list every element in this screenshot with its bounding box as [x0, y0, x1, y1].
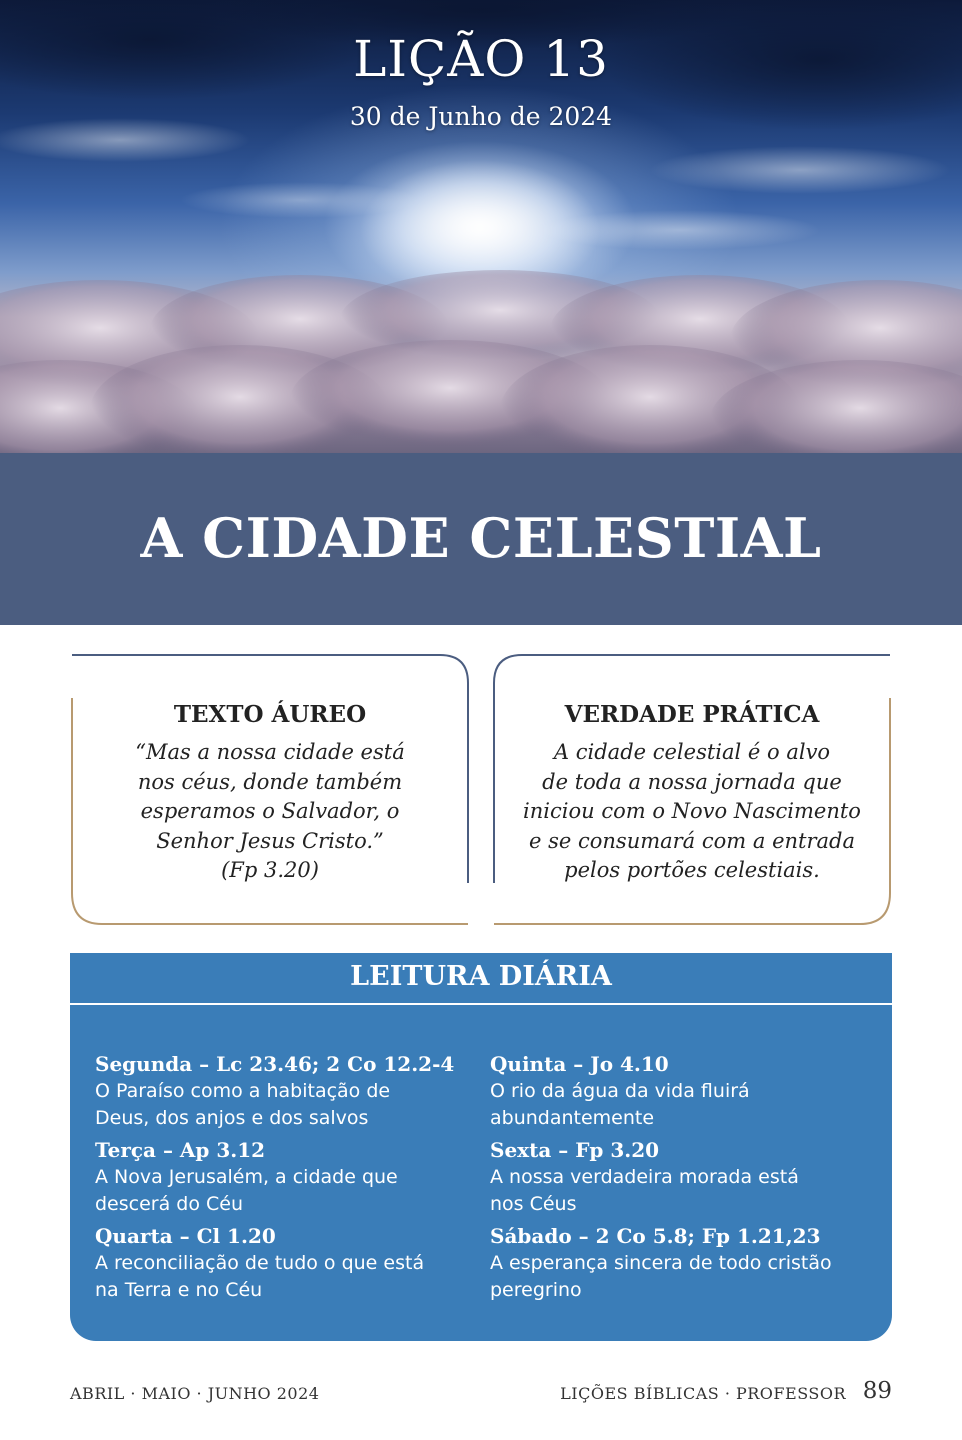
verdade-pratica-heading: VERDADE PRÁTICA	[564, 701, 820, 728]
texto-aureo-box	[70, 653, 470, 926]
reading-ref: Quarta – Cl 1.20	[95, 1224, 276, 1248]
texto-aureo-heading: TEXTO ÁUREO	[173, 701, 367, 728]
reading-line: A Nova Jerusalém, a cidade que	[95, 1166, 398, 1188]
verdade-pratica-text	[492, 738, 892, 886]
page-title: A CIDADE CELESTIAL	[140, 506, 822, 570]
verdade-pratica-line: e se consumará com a entrada	[529, 828, 855, 853]
footer-publication: LIÇÕES BÍBLICAS · PROFESSOR	[560, 1384, 846, 1403]
reading-entry	[95, 1223, 485, 1303]
texto-aureo-line: (Fp 3.20)	[221, 858, 319, 882]
lesson-number: LIÇÃO 13	[353, 30, 609, 88]
reading-entry	[490, 1137, 880, 1217]
verdade-pratica-line: de toda a nossa jornada que	[542, 769, 842, 794]
leitura-diaria-heading: LEITURA DIÁRIA	[350, 961, 612, 992]
reading-ref: Sábado – 2 Co 5.8; Fp 1.21,23	[490, 1224, 821, 1248]
verdade-pratica-line: A cidade celestial é o alvo	[553, 740, 831, 764]
divider	[70, 1003, 892, 1005]
leitura-diaria-box	[70, 953, 892, 1341]
reading-ref: Sexta – Fp 3.20	[490, 1138, 660, 1162]
reading-column-right	[490, 1051, 880, 1309]
texto-aureo-line: nos céus, donde também	[137, 769, 403, 794]
reading-ref: Terça – Ap 3.12	[95, 1138, 266, 1162]
reading-line: A reconciliação de tudo o que está	[95, 1252, 425, 1274]
reading-entry	[490, 1051, 880, 1131]
texto-aureo-line: Senhor Jesus Cristo.”	[156, 828, 384, 853]
reading-line: O rio da água da vida fluirá	[490, 1080, 750, 1102]
verdade-pratica-box	[492, 653, 892, 926]
reading-column-left	[95, 1051, 485, 1309]
reading-line: peregrino	[490, 1278, 582, 1301]
texto-aureo-text	[70, 738, 470, 886]
lesson-date: 30 de Junho de 2024	[349, 102, 613, 131]
verdade-pratica-line: iniciou com o Novo Nascimento	[523, 799, 861, 823]
reading-ref: Quinta – Jo 4.10	[490, 1052, 669, 1076]
reading-line: A nossa verdadeira morada está	[490, 1166, 799, 1188]
page-number: 89	[862, 1378, 892, 1404]
reading-line: descerá do Céu	[95, 1192, 244, 1215]
reading-line: nos Céus	[490, 1192, 577, 1215]
reading-line: na Terra e no Céu	[95, 1278, 263, 1301]
reading-entry	[95, 1051, 485, 1131]
texto-aureo-line: “Mas a nossa cidade está	[135, 740, 405, 764]
hero-sky-image	[0, 0, 962, 453]
verdade-pratica-line: pelos portões celestiais.	[564, 858, 820, 882]
reading-line: abundantemente	[490, 1106, 655, 1129]
reading-line: O Paraíso como a habitação de	[95, 1080, 391, 1102]
footer-period: ABRIL · MAIO · JUNHO 2024	[70, 1384, 320, 1403]
reading-entry	[95, 1137, 485, 1217]
reading-line: A esperança sincera de todo cristão	[490, 1252, 832, 1274]
reading-entry	[490, 1223, 880, 1303]
texto-aureo-line: esperamos o Salvador, o	[140, 799, 400, 823]
reading-ref: Segunda – Lc 23.46; 2 Co 12.2-4	[95, 1052, 455, 1076]
reading-line: Deus, dos anjos e dos salvos	[95, 1106, 369, 1129]
